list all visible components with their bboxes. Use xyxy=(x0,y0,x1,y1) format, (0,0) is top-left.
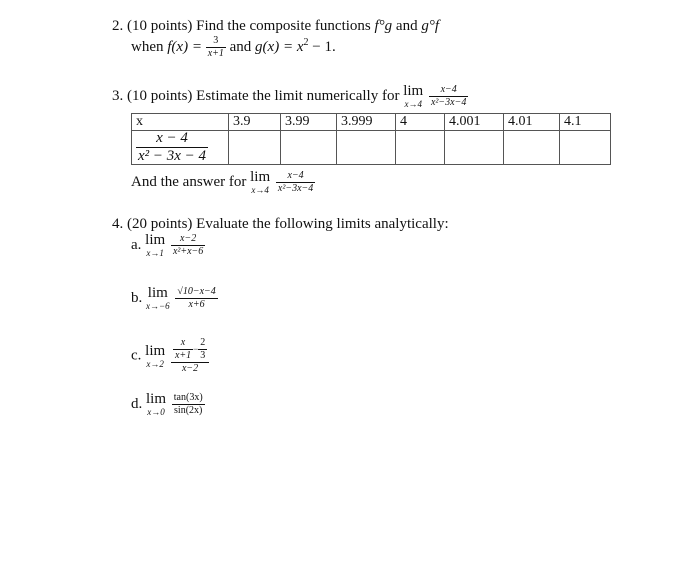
q4c-num xyxy=(171,338,209,362)
q4a-lim-sub: x→1 xyxy=(146,248,164,258)
table-cell-y6[interactable] xyxy=(504,131,560,165)
table-row xyxy=(132,131,611,165)
q3-answer-fraction xyxy=(276,171,315,194)
table-cell-x3: 3.999 xyxy=(337,114,396,131)
q4a-den: x²+x−6 xyxy=(172,246,204,257)
q4c-inner-num1: x xyxy=(180,337,186,348)
q4d-num: tan(3x) xyxy=(173,392,203,403)
q3-text: Estimate the limit numerically for xyxy=(196,87,400,104)
q3-lim-word: lim xyxy=(403,83,424,99)
q4-number: 4. xyxy=(112,216,124,232)
table-cell-y1[interactable] xyxy=(229,131,281,165)
q4a-num: x−2 xyxy=(180,233,197,244)
q4-part-c xyxy=(131,338,209,374)
table-cell-y3[interactable] xyxy=(337,131,396,165)
q3-answer-lim xyxy=(250,170,270,195)
q4b-label: b. xyxy=(131,289,143,306)
q2-g-exp: 2 xyxy=(303,36,309,48)
table-cell-x7: 4.1 xyxy=(560,114,611,131)
q3-answer-line xyxy=(131,170,315,195)
q4c-inner-den2: 3 xyxy=(200,350,206,361)
q4-text: Evaluate the following limits analytically: xyxy=(196,216,449,232)
table-cell-y5[interactable] xyxy=(445,131,504,165)
q4a-lim-word: lim xyxy=(145,232,166,248)
q4c-lim-sub: x→2 xyxy=(146,358,164,369)
q3-row2-fraction xyxy=(136,131,208,164)
table-row2-label xyxy=(132,131,229,165)
q3-lim-fraction xyxy=(429,85,468,108)
q4d-label: d. xyxy=(131,395,143,412)
q3-number: 3. xyxy=(112,87,124,104)
q4-heading xyxy=(112,216,449,233)
q4-part-b xyxy=(131,286,218,311)
table-cell-y7[interactable] xyxy=(560,131,611,165)
q4d-den: sin(2x) xyxy=(172,404,205,416)
table-row xyxy=(132,114,611,131)
q4c-minus: − xyxy=(193,343,199,354)
q2-number: 2. xyxy=(112,18,124,34)
q3-lim-den: x²−3x−4 xyxy=(430,97,467,108)
table-cell-x5: 4.001 xyxy=(445,114,504,131)
q4d-lim-sub: x→0 xyxy=(147,407,165,417)
q3-answer-text: And the answer for xyxy=(131,173,247,190)
table-cell-x6: 4.01 xyxy=(504,114,560,131)
table-cell-x2: 3.99 xyxy=(281,114,337,131)
q3-lim-sub: x→4 xyxy=(404,99,422,109)
q4d-fraction xyxy=(172,393,205,416)
q3-value-table xyxy=(131,113,611,165)
q2-g-def-b: − 1. xyxy=(308,38,336,55)
table-cell-y4[interactable] xyxy=(396,131,445,165)
q4-points: (20 points) xyxy=(127,216,193,232)
q4c-label: c. xyxy=(131,347,142,364)
q4b-num: √10−x−4 xyxy=(177,286,216,297)
q2-f-den: x+1 xyxy=(207,48,224,59)
q3-points: (10 points) xyxy=(127,87,193,104)
q3-lim-num: x−4 xyxy=(440,84,457,95)
q4c-inner-num2: 2 xyxy=(200,337,206,348)
q4a-label: a. xyxy=(131,236,142,253)
q2-g-def-a: g(x) = x xyxy=(255,38,304,55)
q3-line1 xyxy=(112,84,468,109)
q4-part-a xyxy=(131,233,205,258)
q2-gf: g°f xyxy=(421,18,440,34)
q4b-lim xyxy=(146,286,170,311)
q4c-inner-den1: x+1 xyxy=(174,350,192,361)
q2-text: Find the composite functions xyxy=(196,18,371,34)
table-cell-y2[interactable] xyxy=(281,131,337,165)
q2-f-num: 3 xyxy=(213,35,219,46)
q3-answer-den: x²−3x−4 xyxy=(277,183,314,194)
q4b-lim-word: lim xyxy=(147,285,168,301)
table-header-x: x xyxy=(132,114,229,131)
q2-when: when xyxy=(131,38,164,55)
q4c-lim xyxy=(145,344,165,369)
q2-fg: f°g xyxy=(374,18,393,34)
q4b-den: x+6 xyxy=(175,298,217,310)
q4c-den: x−2 xyxy=(171,362,209,374)
q3-answer-lim-word: lim xyxy=(250,169,271,185)
q4c-lim-word: lim xyxy=(145,342,166,359)
q2-and: and xyxy=(395,18,418,34)
q3-answer-num: x−4 xyxy=(287,170,304,181)
table-cell-x1: 3.9 xyxy=(229,114,281,131)
q2-f-fraction xyxy=(206,36,226,59)
q4d-lim-word: lim xyxy=(146,391,167,407)
q3-row2-den: x² − 3x − 4 xyxy=(138,148,207,164)
table-cell-x4: 4 xyxy=(396,114,445,131)
q4a-lim xyxy=(145,233,165,258)
q4c-inner-fraction-1 xyxy=(173,338,193,361)
q3-row2-num: x − 4 xyxy=(156,130,188,146)
q4b-lim-sub: x→−6 xyxy=(146,301,170,311)
q2-and2: and xyxy=(229,38,252,55)
q4c-inner-fraction-2 xyxy=(198,338,207,361)
q2-f-lhs: f(x) = xyxy=(167,38,202,55)
q2-points: (10 points) xyxy=(127,18,193,34)
q4c-fraction xyxy=(171,338,209,374)
q4d-lim xyxy=(146,392,166,417)
q2-line1 xyxy=(112,18,439,35)
q4b-fraction xyxy=(175,287,217,310)
q2-line2 xyxy=(131,36,336,59)
q3-answer-lim-sub: x→4 xyxy=(251,185,269,195)
q3-lim xyxy=(403,84,423,109)
q4-part-d xyxy=(131,392,205,417)
q4a-fraction xyxy=(171,234,205,257)
